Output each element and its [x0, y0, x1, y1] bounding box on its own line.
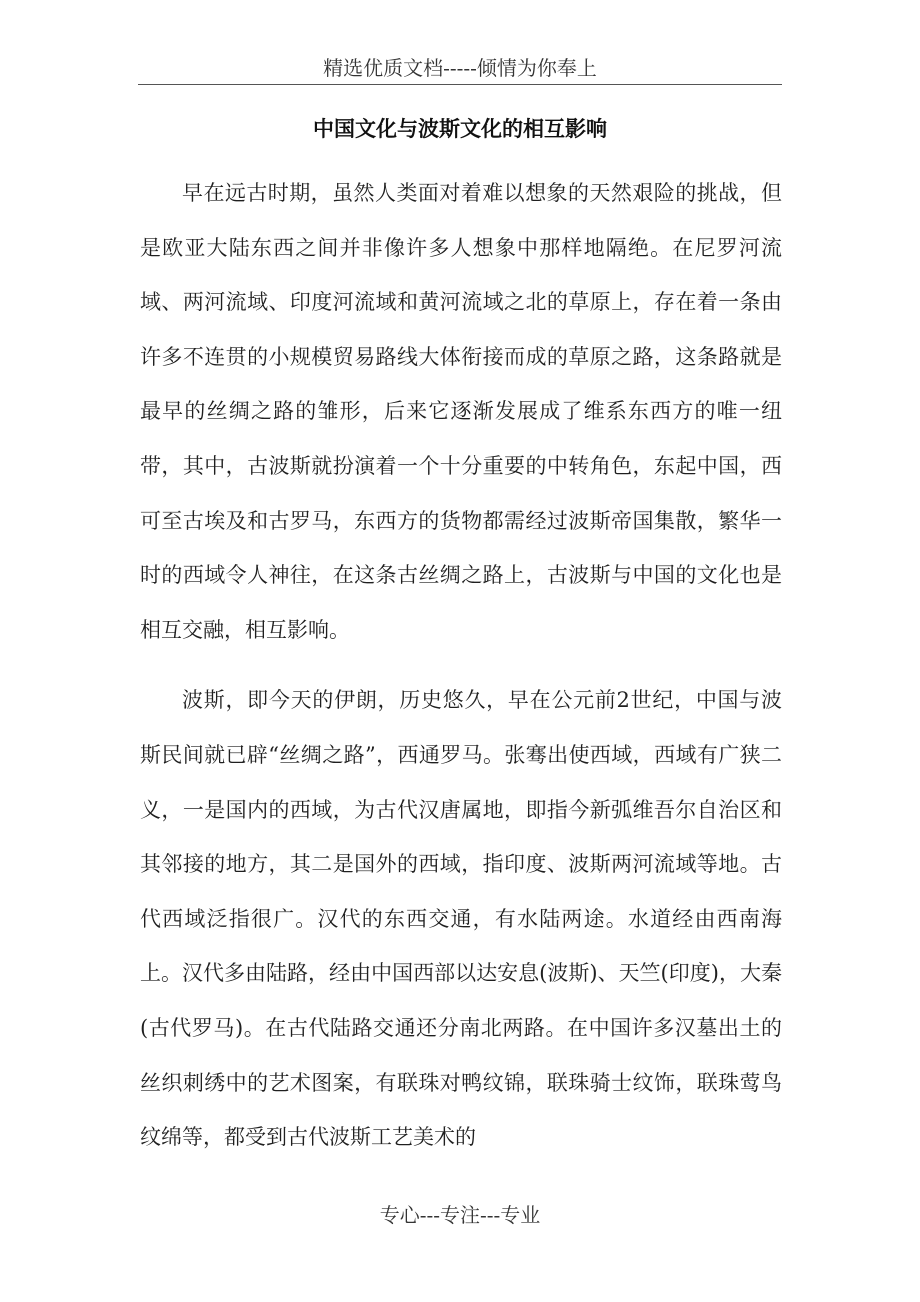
- paragraph-1: 早在远古时期，虽然人类面对着难以想象的天然艰险的挑战，但是欧亚大陆东西之间并非像许多人想象中那样地隔绝。在尼罗河流域、两河流域、印度河流域和黄河流域之北的草原上，存在着一条由许多不连贯的小规模贸易路线大体衔接而成的草原之路，这条路就是最早的丝绸之路的雏形，后来它逐渐发展成了维系东西方的唯一纽带，其中，古波斯就扮演着一个十分重要的中转角色，东起中国，西可至古埃及和古罗马，东西方的货物都需经过波斯帝国集散，繁华一时的西域令人神往，在这条古丝绸之路上，古波斯与中国的文化也是相互交融，相互影响。: [140, 181, 782, 642]
- document-title: 中国文化与波斯文化的相互影响: [313, 116, 607, 141]
- page-header: 精选优质文档-----倾情为你奉上: [323, 56, 597, 80]
- paragraph-spacer: [140, 657, 782, 673]
- document-body: [140, 166, 782, 1165]
- header-divider: [138, 84, 782, 85]
- page-footer: 专心---专注---专业: [379, 1203, 541, 1227]
- paragraph-2: 波斯，即今天的伊朗，历史悠久，早在公元前2世纪，中国与波斯民间就已辟“丝绸之路”，西通罗马。张骞出使西域，西域有广狭二义，一是国内的西域，为古代汉唐属地，即指今新弧维吾尔自治区和其邻接的地方，其二是国外的西域，指印度、波斯两河流域等地。古代西域泛指很广。汉代的东西交通，有水陆两途。水道经由西南海上。汉代多由陆路，经由中国西部以达安息(波斯)、天竺(印度)，大秦(古代罗马)。在古代陆路交通还分南北两路。在中国许多汉墓出土的丝织刺绣中的艺术图案，有联珠对鸭纹锦，联珠骑士纹饰，联珠莺鸟纹绵等，都受到古代波斯工艺美术的: [140, 688, 782, 1150]
